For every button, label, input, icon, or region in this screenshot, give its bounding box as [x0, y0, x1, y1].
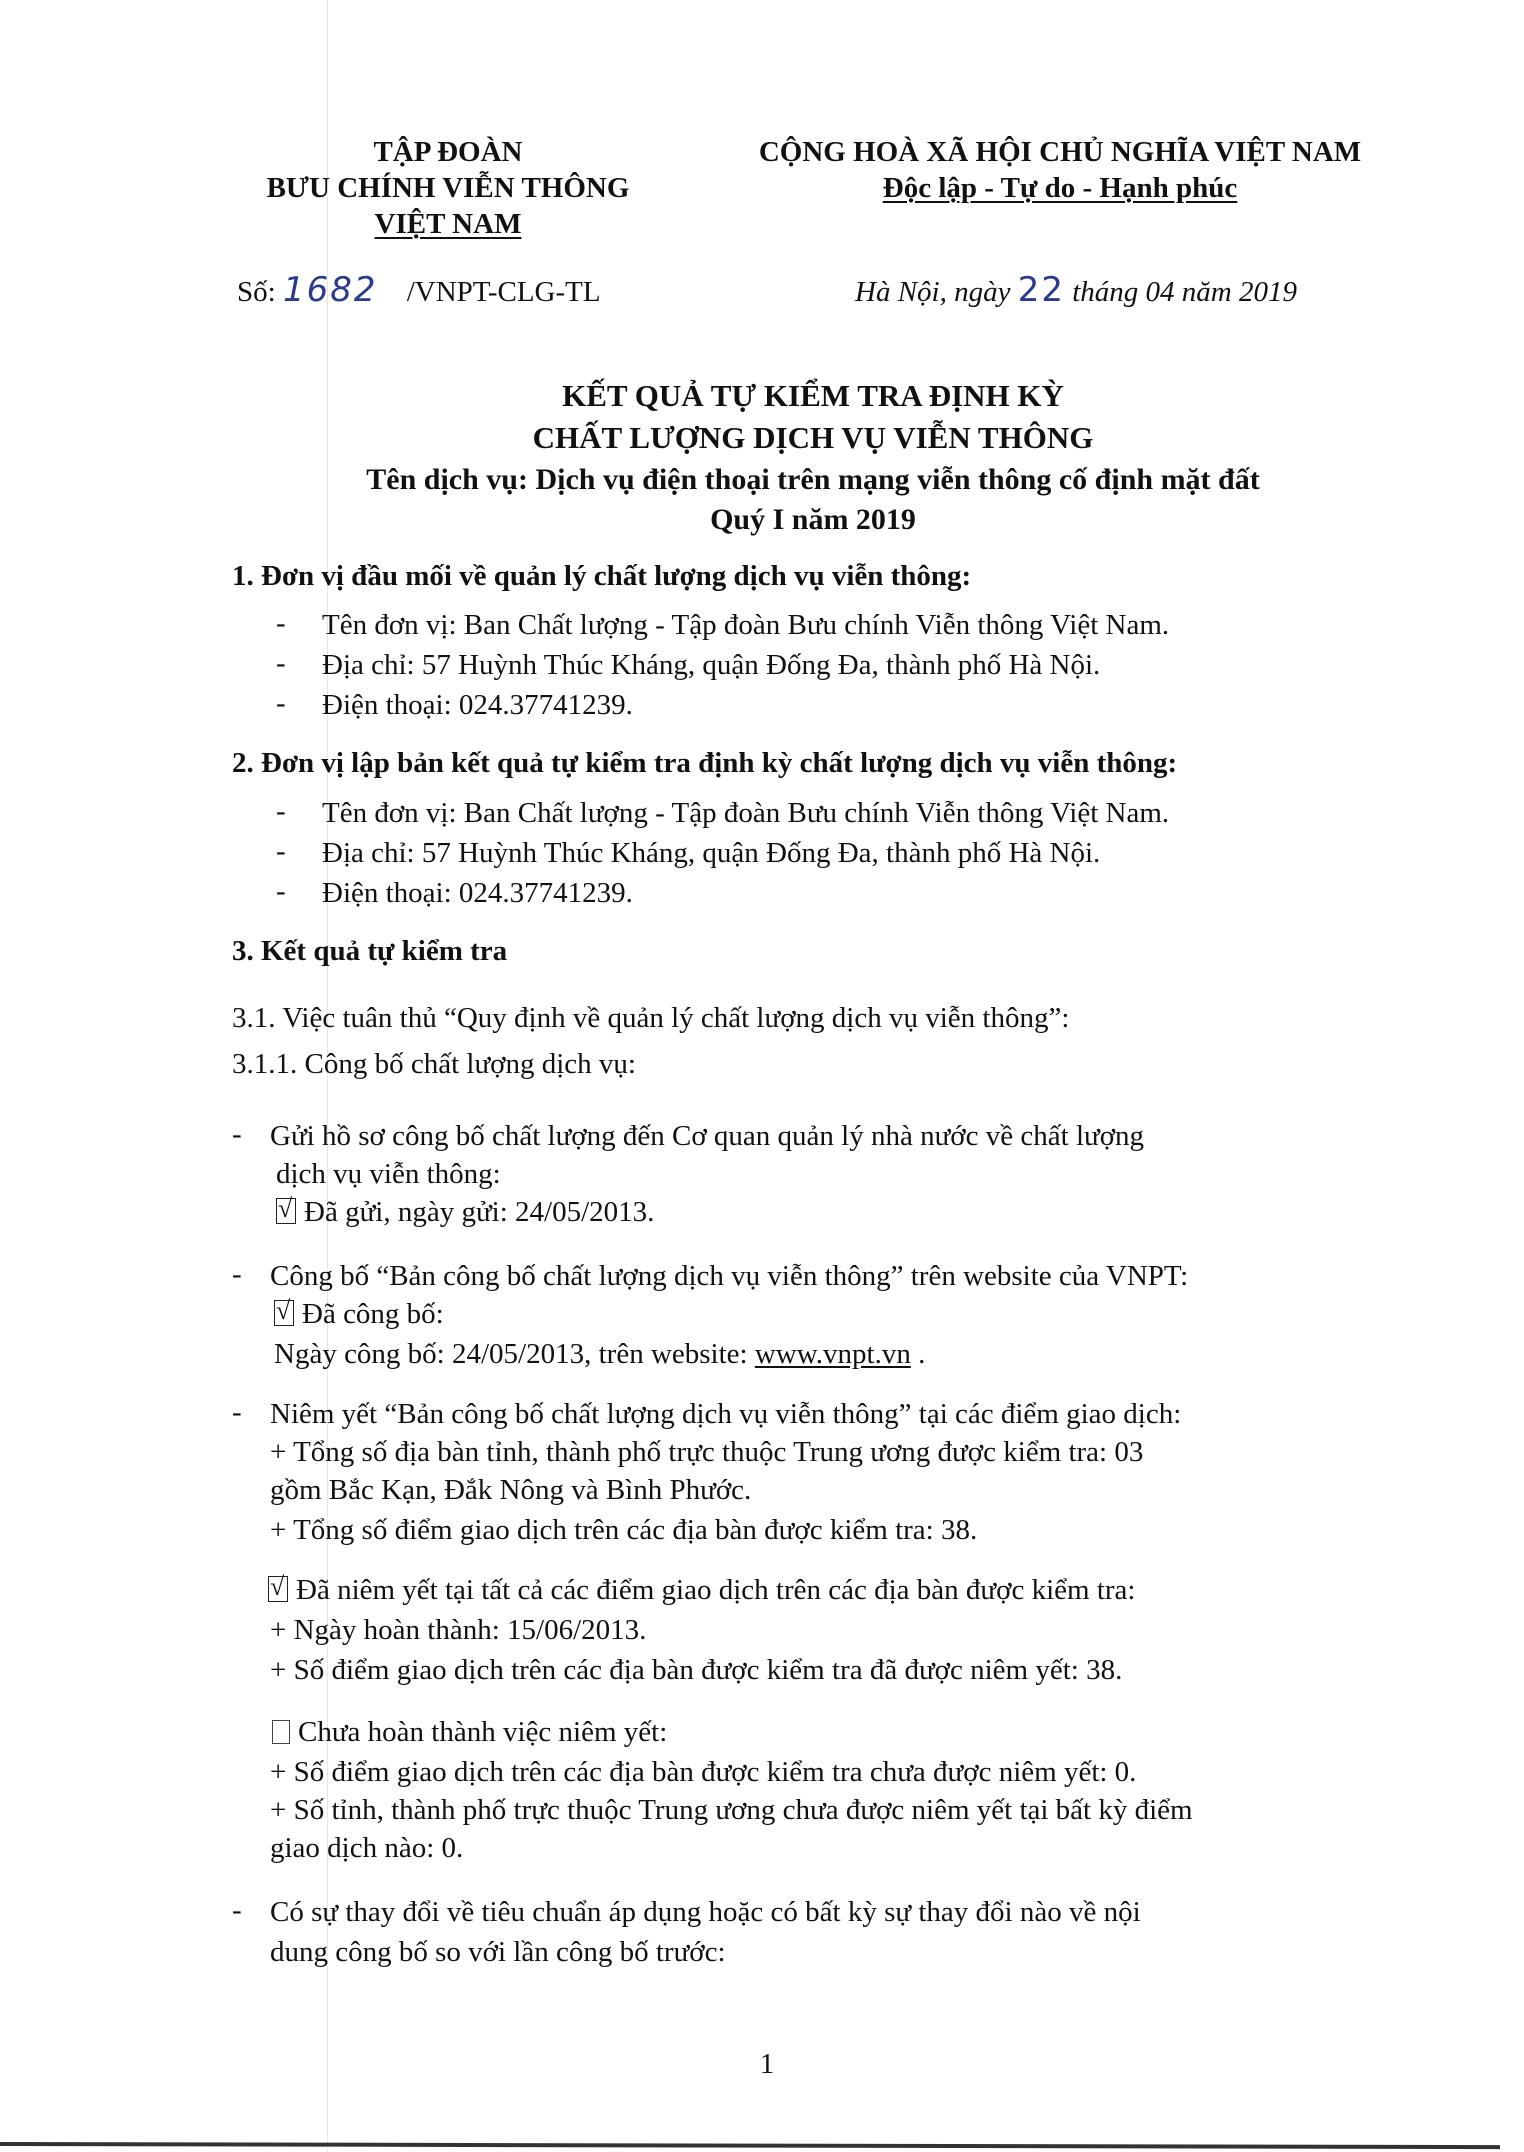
date-prefix: Hà Nội, ngày [855, 276, 1011, 308]
scan-edge-line [0, 2142, 1500, 2149]
publish-date-line [274, 1336, 925, 1372]
doc-number-suffix: /VNPT-CLG-TL [406, 276, 601, 308]
nation-title: CỘNG HOÀ XÃ HỘI CHỦ NGHĨA VIỆT NAM [758, 136, 1362, 168]
doc-number-handwritten: 1682 [282, 270, 378, 310]
bullet-dash: - [232, 1258, 242, 1290]
date-suffix: tháng 04 năm 2019 [1072, 276, 1297, 308]
submitted-label: Đã gửi, ngày gửi: 24/05/2013. [304, 1196, 655, 1228]
page-number: 1 [759, 2048, 775, 2080]
org-name-line1: TẬP ĐOÀN [373, 136, 523, 168]
org-name-line3: VIỆT NAM [374, 208, 522, 240]
section1-address: Địa chỉ: 57 Huỳnh Thúc Kháng, quận Đống Đa, thành phố Hà Nội. [322, 649, 1101, 681]
not-posted-line3: giao dịch nào: 0. [270, 1832, 464, 1864]
bullet-dash: - [276, 875, 286, 907]
national-motto: Độc lập - Tự do - Hạnh phúc [882, 172, 1238, 204]
section1-phone: Điện thoại: 024.37741239. [322, 689, 633, 721]
posted-checkbox[interactable] [268, 1576, 288, 1602]
posted-label: Đã niêm yết tại tất cả các điểm giao dịch trên các địa bàn được kiểm tra: [296, 1574, 1136, 1606]
bullet-dash: - [232, 1396, 242, 1428]
change-line2: dung công bố so với lần công bố trước: [270, 1936, 726, 1968]
section1-heading: 1. Đơn vị đầu mối về quản lý chất lượng dịch vụ viễn thông: [232, 560, 972, 592]
not-posted-line1: + Số điểm giao dịch trên các địa bàn được kiểm tra chưa được niêm yết: 0. [270, 1756, 1137, 1788]
published-checkbox[interactable] [274, 1300, 294, 1326]
bullet-dash: - [276, 647, 286, 679]
change-line1: Có sự thay đổi về tiêu chuẩn áp dụng hoặc có bất kỳ sự thay đổi nào về nội [270, 1896, 1141, 1928]
publish-website-line1: Công bố “Bản công bố chất lượng dịch vụ viễn thông” trên website của VNPT: [270, 1260, 1189, 1292]
posting-line2: + Tổng số địa bàn tỉnh, thành phố trực thuộc Trung ương được kiểm tra: 03 [270, 1436, 1144, 1468]
submitted-checkbox-row [276, 1194, 654, 1230]
vnpt-website-link[interactable]: www.vnpt.vn [754, 1338, 911, 1370]
doc-number-label: Số: [237, 276, 276, 308]
published-label: Đã công bố: [302, 1298, 444, 1330]
section2-heading: 2. Đơn vị lập bản kết quả tự kiểm tra định kỳ chất lượng dịch vụ viễn thông: [232, 747, 1178, 779]
section3-1-1-heading: 3.1.1. Công bố chất lượng dịch vụ: [232, 1048, 636, 1080]
publish-date-text: Ngày công bố: 24/05/2013, trên website: [274, 1338, 748, 1370]
publish-date-suffix: . [918, 1338, 926, 1370]
bullet-dash: - [276, 687, 286, 719]
posted-count: + Số điểm giao dịch trên các địa bàn được kiểm tra đã được niêm yết: 38. [270, 1654, 1123, 1686]
submitted-checkbox[interactable] [276, 1198, 296, 1224]
section2-phone: Điện thoại: 024.37741239. [322, 877, 633, 909]
bullet-dash: - [276, 607, 286, 639]
submit-dossier-line1: Gửi hồ sơ công bố chất lượng đến Cơ quan quản lý nhà nước về chất lượng [270, 1120, 1145, 1152]
doc-number-line [237, 272, 601, 310]
section2-unit-name: Tên đơn vị: Ban Chất lượng - Tập đoàn Bưu chính Viễn thông Việt Nam. [322, 797, 1170, 829]
report-period: Quý I năm 2019 [710, 503, 916, 536]
doc-date-line [855, 272, 1297, 310]
section3-heading: 3. Kết quả tự kiểm tra [232, 935, 508, 967]
org-name-line2: BƯU CHÍNH VIỄN THÔNG [266, 172, 630, 204]
submit-dossier-line2: dịch vụ viễn thông: [276, 1158, 501, 1190]
bullet-dash: - [276, 835, 286, 867]
bullet-dash: - [276, 795, 286, 827]
bullet-dash: - [232, 1118, 242, 1150]
section3-1-heading: 3.1. Việc tuân thủ “Quy định về quản lý chất lượng dịch vụ viễn thông”: [232, 1002, 1070, 1034]
posting-line3: gồm Bắc Kạn, Đắk Nông và Bình Phước. [270, 1474, 752, 1506]
posting-line1: Niêm yết “Bản công bố chất lượng dịch vụ viễn thông” tại các điểm giao dịch: [270, 1398, 1182, 1430]
report-title-line1: KẾT QUẢ TỰ KIỂM TRA ĐỊNH KỲ [562, 378, 1064, 413]
section2-address: Địa chỉ: 57 Huỳnh Thúc Kháng, quận Đống Đa, thành phố Hà Nội. [322, 837, 1101, 869]
not-posted-checkbox[interactable] [272, 1720, 290, 1744]
service-name: Tên dịch vụ: Dịch vụ điện thoại trên mạng viễn thông cố định mặt đất [366, 463, 1260, 496]
not-posted-checkbox-row [272, 1714, 667, 1750]
posted-checkbox-row [268, 1572, 1135, 1608]
posted-completion-date: + Ngày hoàn thành: 15/06/2013. [270, 1614, 647, 1646]
section1-unit-name: Tên đơn vị: Ban Chất lượng - Tập đoàn Bưu chính Viễn thông Việt Nam. [322, 609, 1170, 641]
published-checkbox-row [274, 1296, 444, 1332]
not-posted-label: Chưa hoàn thành việc niêm yết: [298, 1716, 668, 1748]
report-title-line2: CHẤT LƯỢNG DỊCH VỤ VIỄN THÔNG [532, 420, 1094, 455]
posting-line4: + Tổng số điểm giao dịch trên các địa bàn được kiểm tra: 38. [270, 1514, 978, 1546]
bullet-dash: - [232, 1894, 242, 1926]
not-posted-line2: + Số tỉnh, thành phố trực thuộc Trung ương chưa được niêm yết tại bất kỳ điểm [270, 1794, 1193, 1826]
date-day-handwritten: 22 [1017, 270, 1065, 310]
